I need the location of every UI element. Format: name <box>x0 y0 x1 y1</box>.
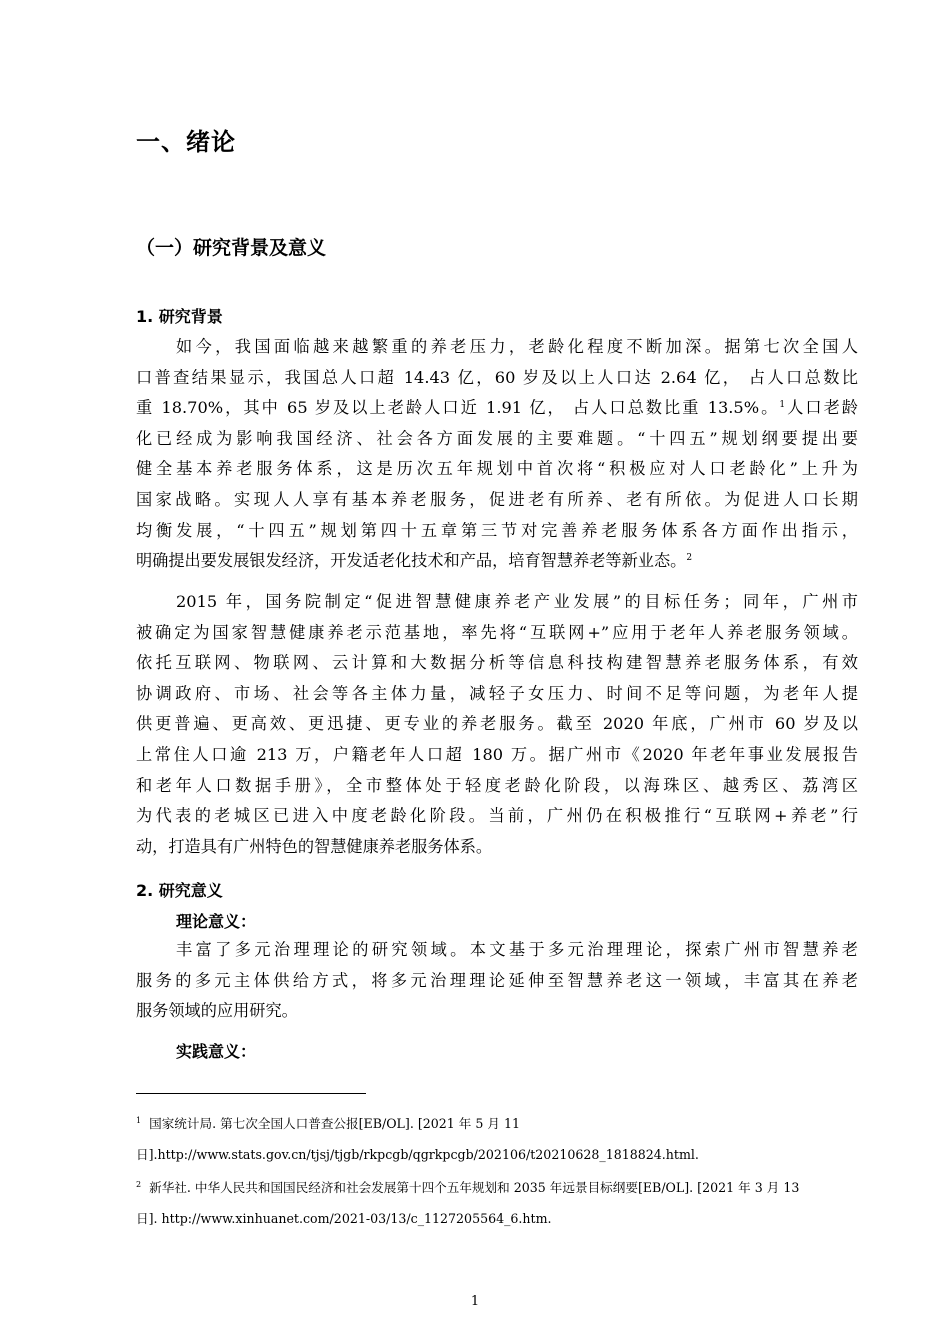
para2-line-6: 上常住人口逾 213 万，户籍老年人口超 180 万。据广州市《2020 年老年事业发展报告 <box>136 744 858 764</box>
footnote-2-text: 新华社. 中华人民共和国国民经济和社会发展第十四个五年规划和 2035 年远景目标纲要[EB/OL]. [2021 年 3 月 13 <box>149 1180 800 1195</box>
para1-line-1: 如今，我国面临越来越繁重的养老压力，老龄化程度不断加深。据第七次全国人 <box>176 337 858 356</box>
paragraph-background-2 <box>136 587 858 862</box>
para2-line-5: 供更普遍、更高效、更迅捷、更专业的养老服务。截至 2020 年底，广州市 60 岁及以 <box>136 714 858 734</box>
footnote-2-number: 2 <box>136 1180 142 1189</box>
footnote-1-number: 1 <box>136 1116 142 1125</box>
para1-line-6: 国家战略。实现人人享有基本养老服务，促进老有所养、老有所依。为促进人口长期 <box>136 489 858 509</box>
para1-line-3-tail: 人口老龄 <box>785 398 858 418</box>
paragraph-background-1 <box>136 332 858 577</box>
para2-line-4: 协调政府、市场、社会等各主体力量，减轻子女压力、时间不足等问题，为老年人提 <box>136 683 858 703</box>
para1-line-3 <box>136 393 858 424</box>
subsection-title-significance: 2. 研究意义 <box>136 881 223 900</box>
para2-line-9: 动，打造具有广州特色的智慧健康养老服务体系。 <box>136 836 493 856</box>
page-number: 1 <box>470 1294 480 1309</box>
footnote-1-line-2[interactable]: 日].http://www.stats.gov.cn/tjsj/tjgb/rkpcgb/qgrkpcgb/202106/t20210628_1818824.html. <box>136 1147 699 1162</box>
para1-line-7: 均衡发展，“十四五”规划第四十五章第三节对完善养老服务体系各方面作出指示， <box>136 520 858 540</box>
subsection-title-background: 1. 研究背景 <box>136 307 223 326</box>
footnote-1-text: 国家统计局. 第七次全国人口普查公报[EB/OL]. [2021 年 5 月 11 <box>149 1116 521 1131</box>
para1-line-5: 健全基本养老服务体系，这是历次五年规划中首次将“积极应对人口老龄化”上升为 <box>136 459 858 479</box>
para2-line-7: 和老年人口数据手册》，全市整体处于轻度老龄化阶段，以海珠区、越秀区、荔湾区 <box>136 775 858 795</box>
para2-line-2: 被确定为国家智慧健康养老示范基地，率先将“互联网+”应用于老年人养老服务领域。 <box>136 622 858 642</box>
footnote-2-line-1 <box>136 1180 856 1196</box>
para1-line-2: 口普查结果显示，我国总人口超 14.43 亿，60 岁及以上人口达 2.64 亿， 占人口总数比 <box>136 367 858 387</box>
para2-line-8: 为代表的老城区已进入中度老龄化阶段。当前，广州仍在积极推行“互联网+养老”行 <box>136 806 858 826</box>
para1-line-4: 化已经成为影响我国经济、社会各方面发展的主要难题。“十四五”规划纲要提出要 <box>136 428 858 448</box>
footnote-separator <box>136 1093 366 1094</box>
paragraph-theory <box>136 935 858 1027</box>
practice-significance-title: 实践意义： <box>176 1042 257 1061</box>
para2-line-1: 2015 年，国务院制定“促进智慧健康养老产业发展”的目标任务；同年，广州市 <box>176 592 858 611</box>
footnote-2-line-2[interactable]: 日]. http://www.xinhuanet.com/2021-03/13/c_1127205564_6.htm. <box>136 1211 552 1226</box>
para1-line-8 <box>136 546 858 577</box>
para3-line-2: 服务的多元主体供给方式，将多元治理理论延伸至智慧养老这一领域，丰富其在养老 <box>136 970 858 990</box>
para1-line-3-text: 重 18.70%，其中 65 岁及以上老龄人口近 1.91 亿， 占人口总数比重 13.5%。 <box>136 398 780 418</box>
theory-significance-title: 理论意义： <box>176 912 257 931</box>
para3-line-3: 服务领域的应用研究。 <box>136 1001 298 1021</box>
para1-line-8-text: 明确提出要发展银发经济，开发适老化技术和产品，培育智慧养老等新业态。 <box>136 551 687 571</box>
para3-line-1: 丰富了多元治理理论的研究领域。本文基于多元治理理论，探索广州市智慧养老 <box>176 940 858 959</box>
footnote-ref-2[interactable]: 2 <box>686 553 693 564</box>
para2-line-3: 依托互联网、物联网、云计算和大数据分析等信息科技构建智慧养老服务体系，有效 <box>136 653 858 673</box>
chapter-title: 一、绪论 <box>136 128 236 156</box>
footnote-1-line-1 <box>136 1116 856 1132</box>
section-title: （一）研究背景及意义 <box>136 237 327 259</box>
footnote-ref-1[interactable]: 1 <box>779 400 786 411</box>
